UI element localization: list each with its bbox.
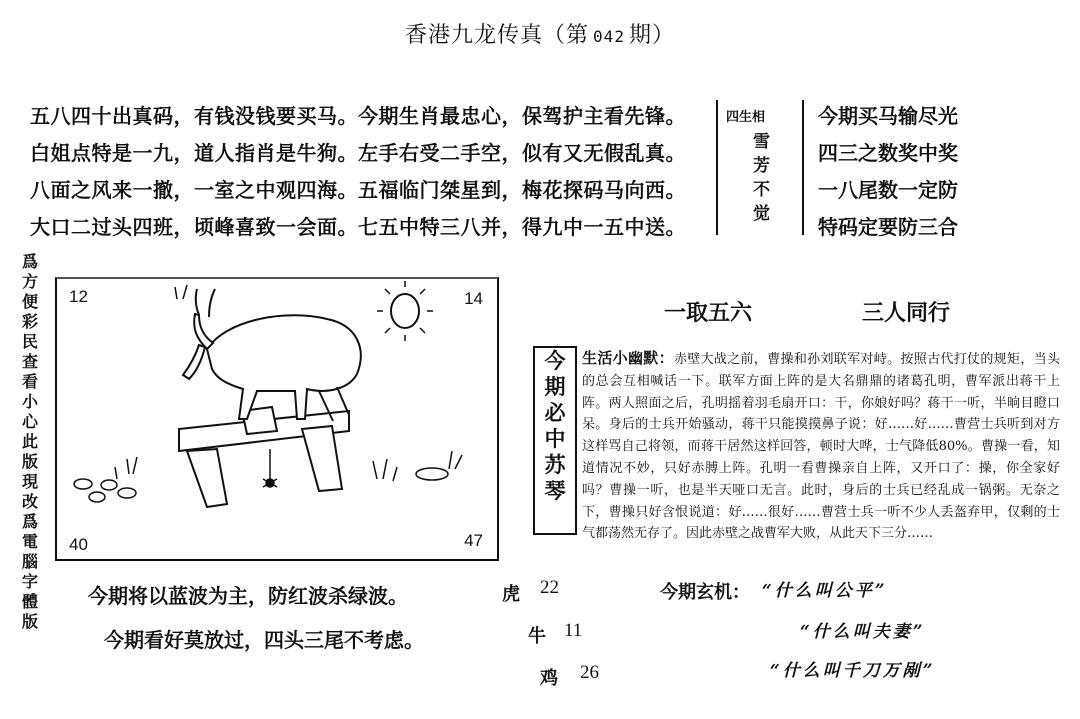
side-vertical-note: 爲方便彩民查看小心此版現改爲電腦字體版	[22, 252, 39, 631]
phrase-left: 一取五六	[664, 300, 753, 326]
corner-number-bottom-right: 47	[464, 531, 483, 550]
poem-line: 五八四十出真码，有钱没钱要买马。今期生肖最忠心，保驾护主看先锋。	[30, 104, 686, 128]
bench-icon	[179, 407, 349, 507]
head-tail-hint: 今期看好莫放过，四头三尾不考虑。	[104, 628, 424, 652]
mystery-line: “什么叫千刀万剐”	[770, 661, 936, 681]
goat-horn-left	[196, 289, 199, 315]
spider-icon	[263, 449, 277, 487]
story-text: 赤壁大战之前，曹操和孙刘联军对峙。按照古代打仗的规矩，当头的总会互相喊话一下。联军方面上阵的是大名鼎鼎的诸葛孔明，曹军派出蒋干上阵。两人照面之后，孔明摇着羽毛扇开口：干，你娘好吗？蒋干一听，半晌目瞪口呆。身后的士兵开始骚动，蒋干只能摸摸鼻子说：好……好……曹营士兵听到对方这样骂自己将领，而蒋干居然这样回答，顿时大哗，士气降低80%。曹操一看，知道情况不妙，只好赤膊上阵。孔明一看曹操亲自上阵，又开口了：操，你全家好吗？曹操一听，也是半天哑口无言。此时，身后的士兵已经乱成一锅粥。无奈之下，曹操只好含恨说道：好……很好……曹营士兵一听不少人丢盔弃甲，仅剩的士气都荡然无存了。因此赤壁之战曹军大败，从此天下三分……	[582, 352, 1060, 542]
must-win-text: 今期必中苏琴	[544, 348, 566, 503]
right-verse: 一八尾数一定防	[818, 178, 958, 202]
sun-rays	[377, 281, 433, 341]
poem-line: 大口二过头四班，顷峰喜致一会面。七五中特三八并，得九中一五中送。	[30, 215, 686, 239]
hint-box-head: 四生相	[726, 110, 766, 125]
issue-number: 042	[593, 27, 625, 46]
zodiac-number: 26	[580, 662, 599, 683]
mystery-line: “什么叫夫妻”	[800, 622, 926, 642]
right-verse: 四三之数奖中奖	[818, 141, 958, 165]
poem-line: 八面之风来一撤，一室之中观四海。五福临门桀星到，梅花探码马向西。	[30, 178, 686, 202]
goat-illustration	[57, 279, 497, 559]
goat-icon	[183, 314, 361, 421]
stones-icon	[74, 468, 448, 502]
zodiac-number: 11	[564, 620, 583, 641]
illustration-box	[55, 277, 499, 561]
title-end: 期）	[628, 23, 675, 48]
corner-number-bottom-left: 40	[69, 535, 88, 554]
sun-icon	[391, 294, 419, 328]
must-win-box	[533, 346, 577, 535]
phrase-right: 三人同行	[862, 300, 951, 326]
mystery-line: “什么叫公平”	[762, 581, 888, 601]
zodiac-number: 22	[540, 577, 559, 598]
zodiac-name: 虎	[502, 584, 520, 605]
hint-box	[716, 100, 804, 235]
corner-number-top-left: 12	[69, 287, 88, 306]
poem-block	[30, 100, 720, 248]
goat-horn-right	[209, 289, 215, 317]
story-lead: 生活小幽默：	[582, 349, 674, 367]
zodiac-name: 鸡	[540, 668, 558, 689]
hint-box-text: 雪芳不觉	[753, 132, 770, 224]
humor-story	[582, 348, 1060, 545]
right-verse: 今期买马输尽光	[818, 104, 958, 128]
poem-line: 白姐点特是一九，道人指肖是牛狗。左手右受二手空，似有又无假乱真。	[30, 141, 686, 165]
right-verses	[818, 100, 1078, 248]
zodiac-name: 牛	[528, 626, 546, 647]
title-main: 香港九龙传真（第	[405, 23, 590, 48]
mystery-label: 今期玄机：	[660, 582, 750, 603]
wave-hint: 今期将以蓝波为主，防红波杀绿波。	[88, 584, 408, 608]
page-title	[0, 18, 1080, 49]
right-verse: 特码定要防三合	[818, 215, 958, 239]
corner-number-top-right: 14	[464, 289, 483, 308]
